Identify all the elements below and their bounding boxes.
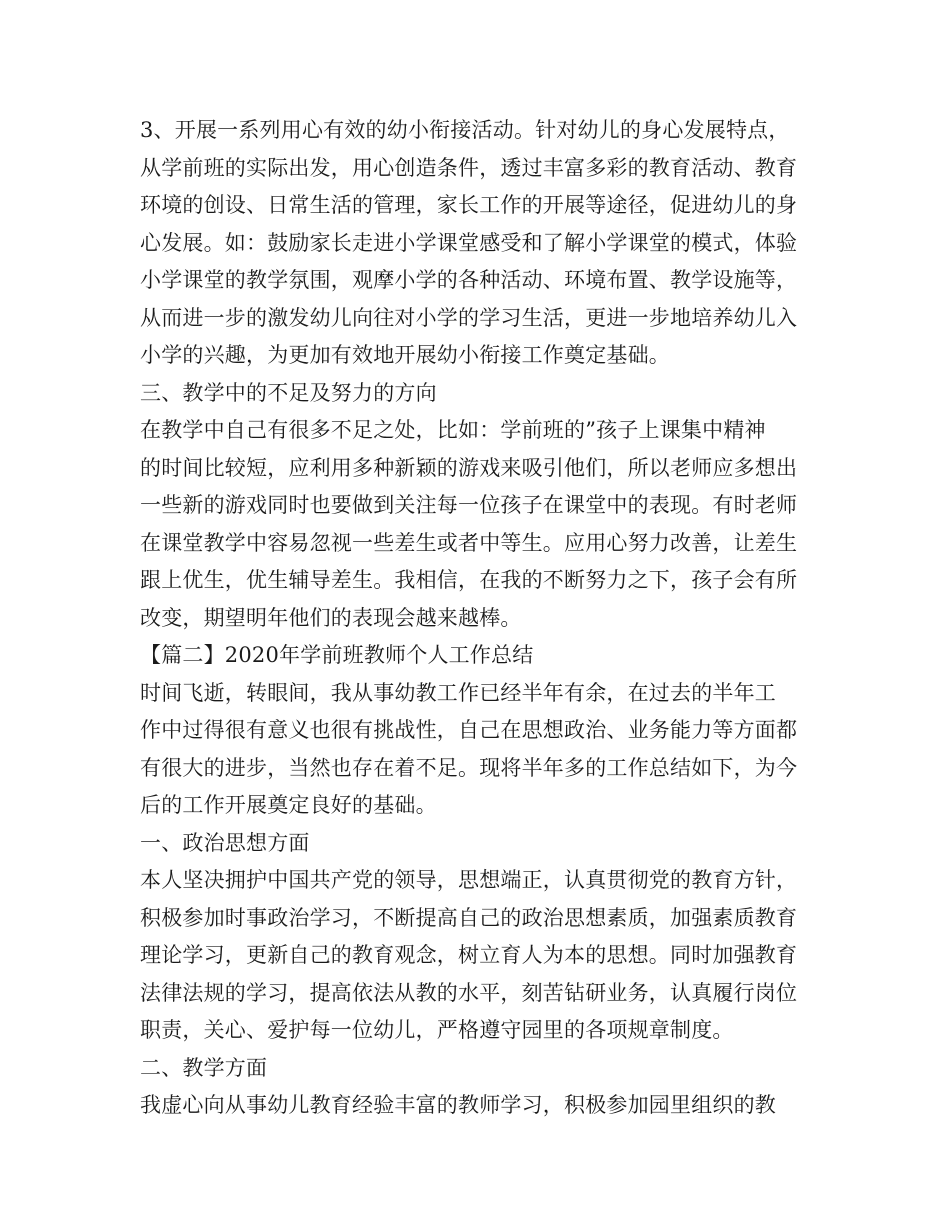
text-line: 一些新的游戏同时也要做到关注每一位孩子在课堂中的表现。有时老师 [140,493,798,517]
text-line: 法律法规的学习，提高依法从教的水平，刻苦钻研业务，认真履行岗位 [140,980,798,1005]
text-line: 本人坚决拥护中国共产党的领导，思想端正，认真贯彻党的教育方针， [140,868,798,892]
text-line: 职责，关心、爱护每一位幼儿，严格遵守园里的各项规章制度。 [140,1018,734,1042]
text-line: 在课堂教学中容易忽视一些差生或者中等生。应用心努力改善，让差生 [140,530,798,555]
text-line: 3、开展一系列用心有效的幼小衔接活动。针对幼儿的身心发展特点， [140,118,790,142]
text-line: 的时间比较短，应利用多种新颖的游戏来吸引他们，所以老师应多想出 [140,455,798,480]
text-line: 后的工作开展奠定良好的基础。 [140,793,437,817]
section-heading: 三、教学中的不足及努力的方向 [140,380,437,405]
chapter-title: 【篇二】2020年学前班教师个人工作总结 [140,643,534,667]
text-line: 作中过得很有意义也很有挑战性，自己在思想政治、业务能力等方面都 [140,718,798,742]
section-heading: 一、政治思想方面 [140,830,310,855]
document-body [140,112,840,1125]
text-line: 积极参加时事政治学习，不断提高自己的政治思想素质，加强素质教育 [140,905,798,930]
text-line: 小学的兴趣，为更加有效地开展幼小衔接工作奠定基础。 [140,343,670,367]
text-line: 改变，期望明年他们的表现会越来越棒。 [140,605,522,630]
text-line: 有很大的进步，当然也存在着不足。现将半年多的工作总结如下，为今 [140,755,798,780]
text-line: 从而进一步的激发幼儿向往对小学的学习生活，更进一步地培养幼儿入 [140,305,798,330]
text-line: 我虚心向从事幼儿教育经验丰富的教师学习，积极参加园里组织的教 [140,1093,776,1117]
text-line: 时间飞逝，转眼间，我从事幼教工作已经半年有余，在过去的半年工 [140,680,776,705]
text-line: 从学前班的实际出发，用心创造条件，透过丰富多彩的教育活动、教育 [140,155,798,180]
text-line: 小学课堂的教学氛围，观摩小学的各种活动、环境布置、教学设施等， [140,268,798,292]
text-line: 理论学习，更新自己的教育观念，树立育人为本的思想。同时加强教育 [140,943,798,967]
section-heading: 二、教学方面 [140,1055,268,1080]
text-line: 在教学中自己有很多不足之处，比如：学前班的”孩子上课集中精神 [140,418,766,442]
text-line: 环境的创设、日常生活的管理，家长工作的开展等途径，促进幼儿的身 [140,193,798,217]
text-line: 心发展。如：鼓励家长走进小学课堂感受和了解小学课堂的模式，体验 [140,230,798,255]
text-line: 跟上优生，优生辅导差生。我相信，在我的不断努力之下，孩子会有所 [140,568,798,592]
